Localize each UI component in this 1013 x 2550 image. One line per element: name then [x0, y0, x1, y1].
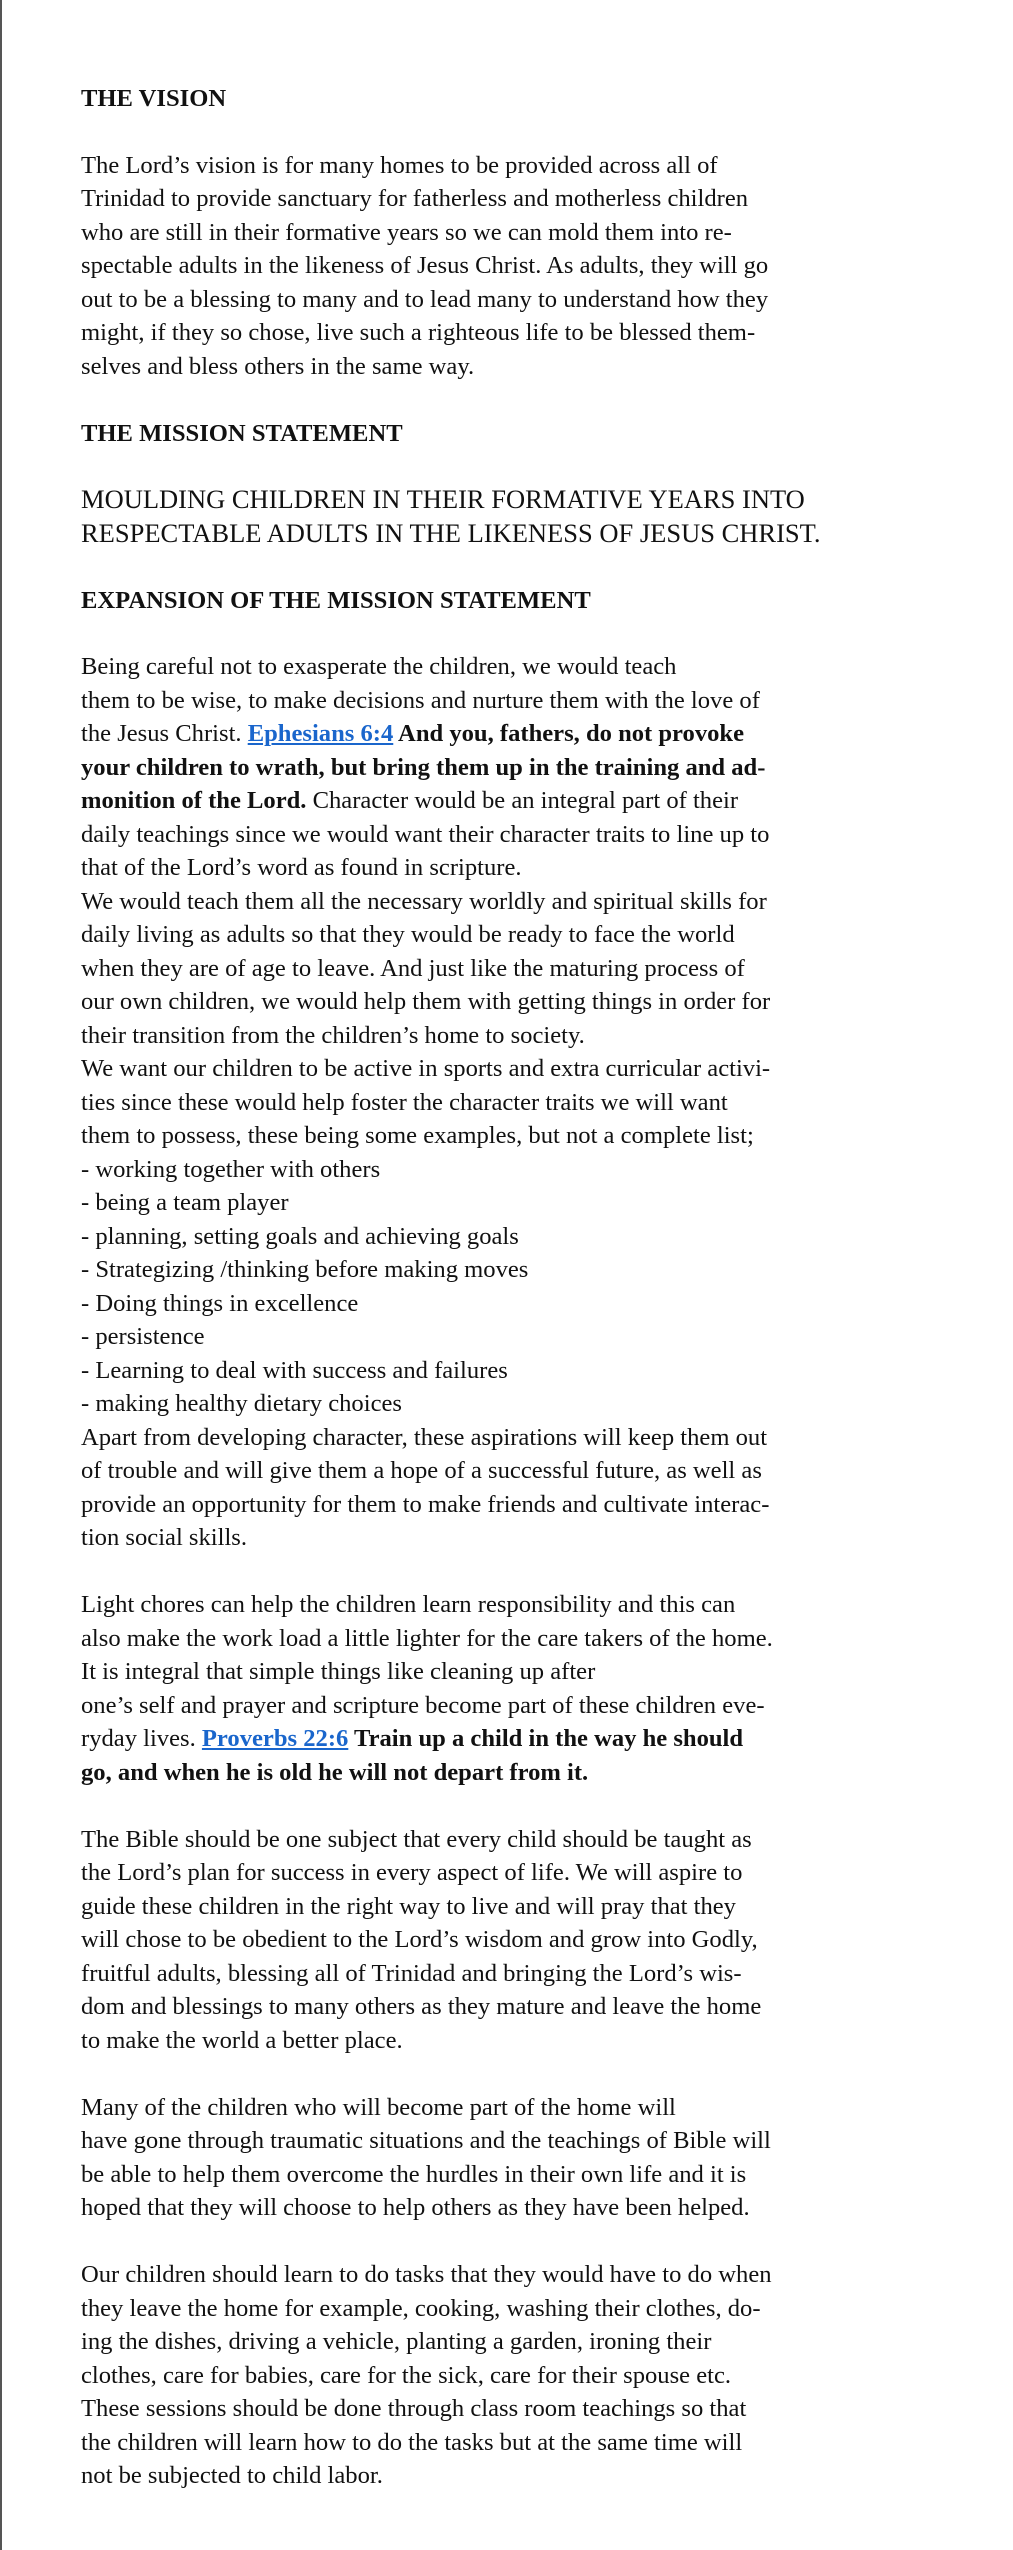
page-left-border: [0, 0, 2, 2550]
vision-line: who are still in their formative years so we can mold them into re-: [81, 218, 732, 246]
list-item: - planning, setting goals and achieving goals: [81, 1222, 519, 1250]
text-line: These sessions should be done through class room teachings so that: [81, 2395, 747, 2422]
text-line: [81, 717, 911, 751]
chores-paragraph: [81, 1588, 911, 1789]
text-line: also make the work load a little lighter for the care takers of the home.: [81, 1624, 773, 1652]
text-line: to make the world a better place.: [81, 2026, 403, 2054]
proverbs-scripture-link[interactable]: Proverbs 22:6: [201, 1725, 349, 1752]
text-line: the children will learn how to do the tasks but at the same time will: [81, 2428, 743, 2456]
vision-line: spectable adults in the likeness of Jesus Christ. As adults, they will go: [81, 252, 769, 279]
vision-paragraph: [81, 149, 911, 384]
text-line: not be subjected to child labor.: [81, 2462, 383, 2489]
bible-paragraph: [81, 1823, 911, 2058]
text-line: fruitful adults, blessing all of Trinidad and bringing the Lord’s wis-: [81, 1959, 742, 1987]
text-line: ing the dishes, driving a vehicle, planting a garden, ironing their: [81, 2328, 712, 2355]
text-line: tion social skills.: [81, 1524, 248, 1551]
list-item: - Doing things in excellence: [81, 1289, 359, 1317]
trauma-paragraph: [81, 2091, 911, 2225]
text-line: will chose to be obedient to the Lord’s wisdom and grow into Godly,: [81, 1926, 758, 1953]
text-line: We want our children to be active in sports and extra curricular activi-: [81, 1055, 771, 1082]
text-line: daily living as adults so that they would be ready to face the world: [81, 921, 735, 948]
vision-line: out to be a blessing to many and to lead many to understand how they: [81, 285, 769, 313]
text-line: dom and blessings to many others as they mature and leave the home: [81, 1993, 762, 2020]
text-line: The Bible should be one subject that every child should be taught as: [81, 1825, 752, 1853]
vision-line: The Lord’s vision is for many homes to be provided across all of: [81, 151, 718, 179]
text-line: provide an opportunity for them to make friends and cultivate interac-: [81, 1490, 770, 1518]
text-line: Apart from developing character, these aspirations will keep them out: [81, 1423, 768, 1451]
text-line: We would teach them all the necessary worldly and spiritual skills for: [81, 887, 767, 915]
scripture-quote: And you, fathers, do not provoke: [393, 720, 745, 747]
expansion-heading: EXPANSION OF THE MISSION STATEMENT: [81, 586, 591, 614]
tasks-paragraph: [81, 2258, 911, 2493]
text-line: It is integral that simple things like cleaning up after: [81, 1658, 596, 1685]
text-line: they leave the home for example, cooking, washing their clothes, do-: [81, 2294, 761, 2322]
list-item: - making healthy dietary choices: [81, 1390, 402, 1417]
text-line: their transition from the children’s home to society.: [81, 1021, 585, 1049]
mission-line: RESPECTABLE ADULTS IN THE LIKENESS OF JESUS CHRIST.: [81, 517, 821, 548]
text-line: when they are of age to leave. And just like the maturing process of: [81, 954, 745, 982]
mission-heading: THE MISSION STATEMENT: [81, 419, 403, 447]
ephesians-scripture-link[interactable]: Ephesians 6:4: [247, 720, 394, 747]
expansion-paragraph: [81, 650, 911, 1555]
vision-line: selves and bless others in the same way.: [81, 352, 475, 380]
text-fragment: the Jesus Christ.: [81, 720, 248, 747]
text-line: one’s self and prayer and scripture become part of these children eve-: [81, 1691, 765, 1719]
text-fragment: Character would be an integral part of their: [306, 787, 739, 814]
list-item: - being a team player: [81, 1189, 289, 1216]
vision-heading: THE VISION: [81, 85, 227, 112]
list-item: - Learning to deal with success and failures: [81, 1356, 508, 1384]
text-line: the Lord’s plan for success in every aspect of life. We will aspire to: [81, 1859, 743, 1886]
text-line: ties since these would help foster the character traits we will want: [81, 1088, 728, 1116]
text-line: guide these children in the right way to live and will pray that they: [81, 1892, 736, 1920]
text-line: that of the Lord’s word as found in scripture.: [81, 854, 522, 881]
mission-statement: [81, 483, 911, 550]
text-line: Our children should learn to do tasks that they would have to do when: [81, 2261, 772, 2288]
text-line: them to be wise, to make decisions and nurture them with the love of: [81, 686, 760, 714]
document-body: [81, 82, 911, 2493]
text-line: be able to help them overcome the hurdles in their own life and it is: [81, 2160, 747, 2188]
scripture-quote: Train up a child in the way he should: [348, 1725, 744, 1752]
text-line: daily teachings since we would want their character traits to line up to: [81, 820, 770, 848]
text-line: Being careful not to exasperate the children, we would teach: [81, 653, 677, 680]
vision-line: Trinidad to provide sanctuary for fatherless and motherless children: [81, 185, 749, 212]
text-line: our own children, we would help them with getting things in order for: [81, 988, 771, 1015]
list-item: - Strategizing /thinking before making moves: [81, 1256, 529, 1283]
text-line: Light chores can help the children learn responsibility and this can: [81, 1591, 736, 1618]
text-line: have gone through traumatic situations and the teachings of Bible will: [81, 2127, 771, 2154]
scripture-quote: go, and when he is old he will not depart from it.: [81, 1758, 589, 1786]
list-item: - persistence: [81, 1323, 205, 1350]
text-line: Many of the children who will become part of the home will: [81, 2093, 676, 2121]
text-fragment: ryday lives.: [81, 1725, 202, 1752]
text-line: them to possess, these being some examples, but not a complete list;: [81, 1122, 754, 1149]
text-line: hoped that they will choose to help others as they have been helped.: [81, 2194, 750, 2221]
scripture-quote: your children to wrath, but bring them up in the training and ad-: [81, 753, 766, 781]
list-item: - working together with others: [81, 1155, 381, 1183]
scripture-quote: monition of the Lord.: [81, 787, 307, 814]
mission-line: MOULDING CHILDREN IN THEIR FORMATIVE YEARS INTO: [81, 484, 805, 514]
text-line: of trouble and will give them a hope of a successful future, as well as: [81, 1457, 762, 1484]
text-line: clothes, care for babies, care for the sick, care for their spouse etc.: [81, 2361, 732, 2389]
text-line: [81, 784, 911, 818]
text-line: [81, 1722, 911, 1756]
vision-line: might, if they so chose, live such a righteous life to be blessed them-: [81, 319, 756, 346]
